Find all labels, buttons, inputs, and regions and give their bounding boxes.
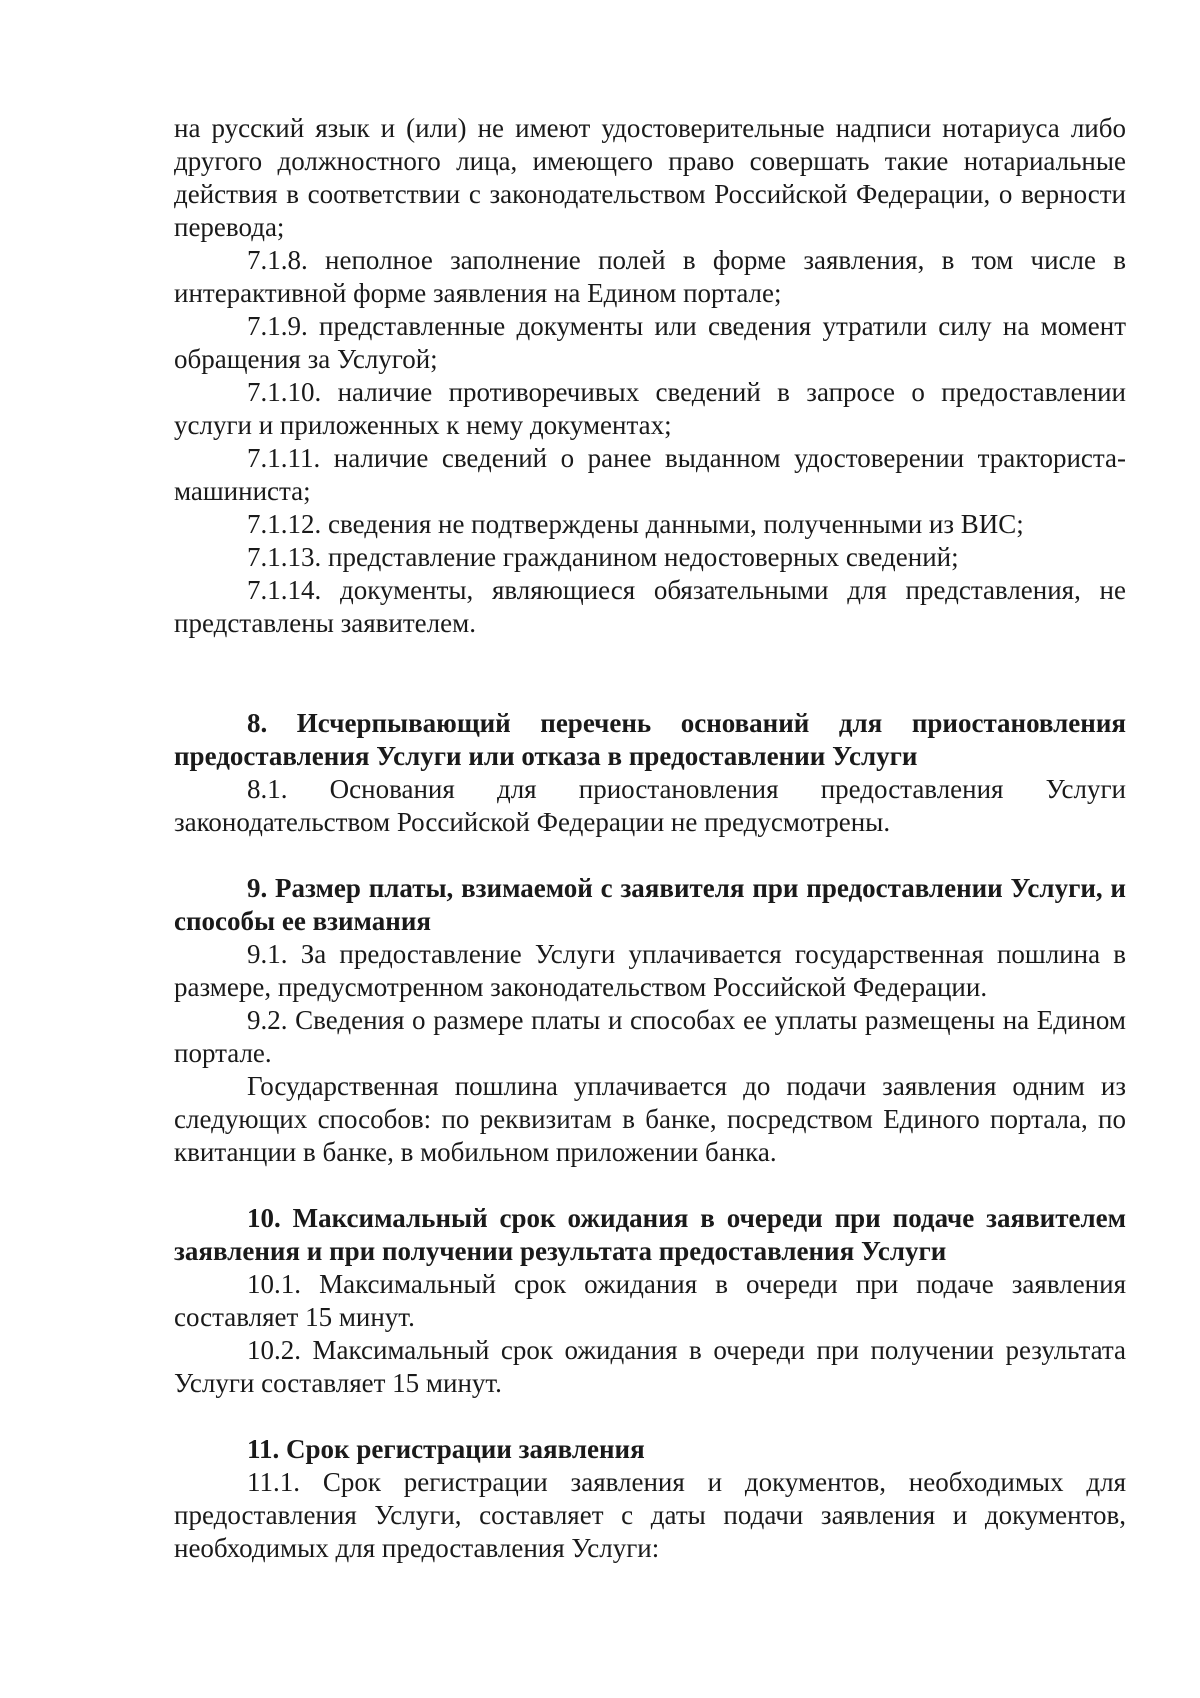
paragraph-9-1: 9.1. За предоставление Услуги уплачивается государственная пошлина в размере, предусмотренном законодательством Российской Федерации. <box>174 939 1126 1002</box>
paragraph-10-1: 10.1. Максимальный срок ожидания в очереди при подаче заявления составляет 15 минут. <box>174 1269 1126 1332</box>
paragraph-10-2: 10.2. Максимальный срок ожидания в очереди при получении результата Услуги составляет 15 минут. <box>174 1335 1126 1398</box>
document-page <box>174 112 1126 1565</box>
paragraph-11-1: 11.1. Срок регистрации заявления и документов, необходимых для предоставления Услуги, составляет с даты подачи заявления и документов, необходимых для предоставления Услуги: <box>174 1467 1126 1563</box>
paragraph-7-1-10: 7.1.10. наличие противоречивых сведений в запросе о предоставлении услуги и приложенных к нему документах; <box>174 377 1126 440</box>
heading-section-11: 11. Срок регистрации заявления <box>247 1434 645 1464</box>
spacer <box>174 1169 1126 1202</box>
spacer <box>174 640 1126 707</box>
paragraph-7-1-8: 7.1.8. неполное заполнение полей в форме заявления, в том числе в интерактивной форме заявления на Едином портале; <box>174 245 1126 308</box>
paragraph-9-2: 9.2. Сведения о размере платы и способах ее уплаты размещены на Едином портале. <box>174 1005 1126 1068</box>
paragraph-7-1-14: 7.1.14. документы, являющиеся обязательными для представления, не представлены заявителем. <box>174 575 1126 638</box>
paragraph-intro: на русский язык и (или) не имеют удостоверительные надписи нотариуса либо другого должностного лица, имеющего право совершать такие нотариальные действия в соответствии с законодательством Российской Федерации, о верности перевода; <box>174 113 1126 242</box>
heading-section-9: 9. Размер платы, взимаемой с заявителя при предоставлении Услуги, и способы ее взимания <box>174 873 1126 936</box>
paragraph-9-3: Государственная пошлина уплачивается до подачи заявления одним из следующих способов: по реквизитам в банке, посредством Единого портала, по квитанции в банке, в мобильном приложении банка. <box>174 1071 1126 1167</box>
heading-section-8: 8. Исчерпывающий перечень оснований для приостановления предоставления Услуги или отказа в предоставлении Услуги <box>174 708 1126 771</box>
spacer <box>174 839 1126 872</box>
paragraph-7-1-13: 7.1.13. представление гражданином недостоверных сведений; <box>247 542 959 572</box>
heading-section-10: 10. Максимальный срок ожидания в очереди при подаче заявителем заявления и при получении результата предоставления Услуги <box>174 1203 1126 1266</box>
paragraph-8-1: 8.1. Основания для приостановления предоставления Услуги законодательством Российской Федерации не предусмотрены. <box>174 774 1126 837</box>
paragraph-7-1-11: 7.1.11. наличие сведений о ранее выданном удостоверении тракториста-машиниста; <box>174 443 1126 506</box>
paragraph-7-1-9: 7.1.9. представленные документы или сведения утратили силу на момент обращения за Услугой; <box>174 311 1126 374</box>
spacer <box>174 1400 1126 1433</box>
paragraph-7-1-12: 7.1.12. сведения не подтверждены данными, полученными из ВИС; <box>247 509 1024 539</box>
